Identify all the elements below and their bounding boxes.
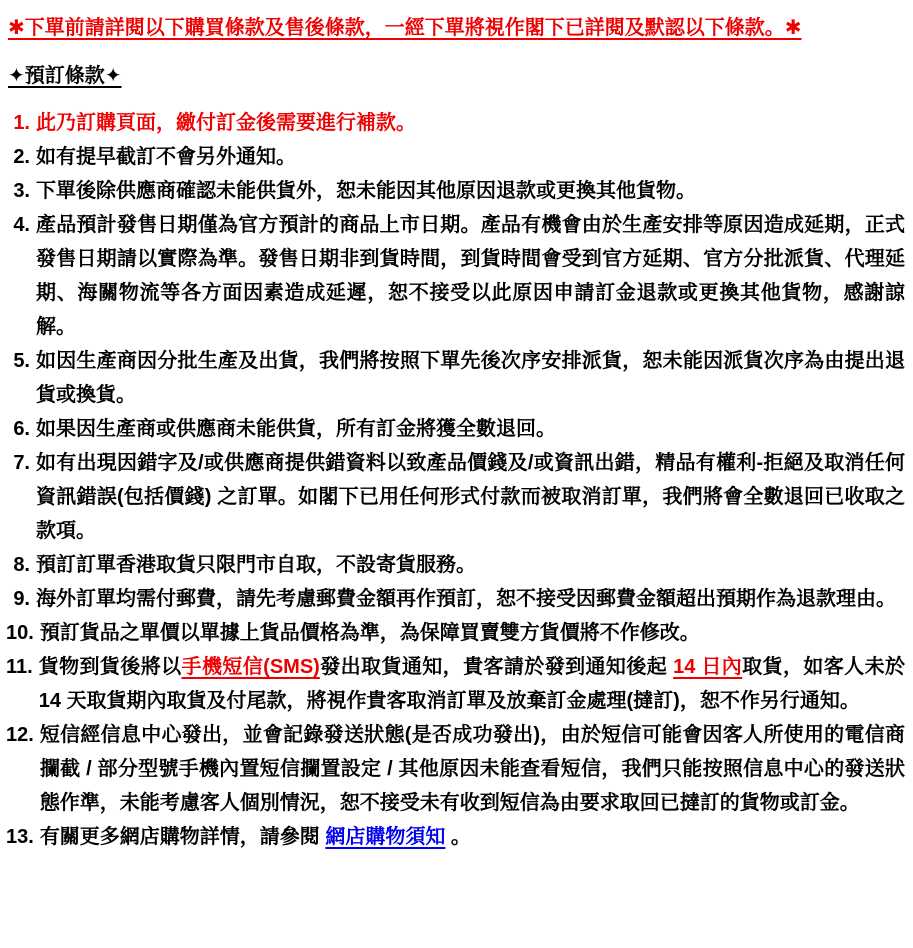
term-item-10 (6, 616, 905, 650)
term-text-segment: 有關更多網店購物詳情，請參閱 (39, 826, 326, 848)
term-text-segment: 預訂貨品之單價以單據上貨品價格為準，為保障買賣雙方貨價將不作修改。 (39, 622, 700, 644)
term-text (36, 412, 905, 446)
term-item-12 (6, 718, 905, 820)
term-number: 3. (13, 180, 30, 202)
term-text-segment: 如有提早截訂不會另外通知。 (36, 146, 296, 168)
term-text-segment: 下單後除供應商確認未能供貨外，恕未能因其他原因退款或更換其他貨物。 (36, 180, 696, 202)
page-title: ✱下單前請詳閱以下購買條款及售後條款，一經下單將視作閣下已詳閱及默認以下條款。✱ (8, 17, 802, 39)
highlight-red-underline: 手機短信(SMS) (181, 656, 320, 678)
term-text-segment: 發出取貨通知，貴客請於發到通知後起 (319, 656, 674, 678)
terms-list (6, 106, 905, 854)
term-text (36, 140, 905, 174)
term-text-segment: 短信經信息中心發出，並會記錄發送狀態(是否成功發出)，由於短信可能會因客人所使用的電信商攔截 / 部分型號手機內置短信攔置設定 / 其他原因未能查看短信，我們只能按照信息中心的發送狀態作準，未能考慮客人個別情況，恕不接受未有收到短信為由要求取回已撻訂的貨物或訂金。 (39, 724, 905, 814)
term-text (36, 548, 905, 582)
term-number: 12. (6, 724, 34, 746)
highlight-red-underline: 14 日內 (673, 656, 743, 678)
term-text (40, 718, 905, 820)
term-text (36, 344, 905, 412)
term-number: 13. (6, 826, 34, 848)
term-text (36, 446, 905, 548)
term-item-5 (6, 344, 905, 412)
term-text-segment: 海外訂單均需付郵費，請先考慮郵費金額再作預訂，恕不接受因郵費金額超出預期作為退款理由。 (36, 588, 896, 610)
term-text-segment: 。 (445, 826, 471, 848)
term-item-1 (6, 106, 905, 140)
term-number: 11. (6, 656, 33, 678)
term-item-7 (6, 446, 905, 548)
term-item-6 (6, 412, 905, 446)
term-text (40, 616, 905, 650)
term-item-11 (6, 650, 905, 718)
term-number: 2. (13, 146, 30, 168)
term-text (36, 106, 905, 140)
term-text (39, 650, 905, 718)
term-text-segment: 取貨，如客人未於 14 天取貨期內取貨及付尾款，將視作貴客取消訂單及放棄訂金處理(撻訂)，恕不作另行通知。 (38, 656, 905, 712)
term-number: 6. (13, 418, 30, 440)
term-text-segment: 如果因生產商或供應商未能供貨，所有訂金將獲全數退回。 (36, 418, 556, 440)
section-heading-preorder-terms: ✦預訂條款✦ (8, 65, 122, 87)
term-text (36, 174, 905, 208)
term-item-8 (6, 548, 905, 582)
term-text (36, 208, 905, 344)
term-item-3 (6, 174, 905, 208)
term-text-segment: 此乃訂購頁面，繳付訂金後需要進行補款。 (36, 112, 416, 134)
term-text-segment: 貨物到貨後將以 (38, 656, 182, 678)
term-text-segment: 如因生產商因分批生產及出貨，我們將按照下單先後次序安排派貨，恕未能因派貨次序為由提出退貨或換貨。 (36, 350, 905, 406)
term-text-segment: 預訂訂單香港取貨只限門市自取，不設寄貨服務。 (36, 554, 476, 576)
term-number: 10. (6, 622, 34, 644)
term-item-9 (6, 582, 905, 616)
term-number: 5. (13, 350, 30, 372)
term-number: 1. (13, 112, 30, 134)
term-text (40, 820, 905, 854)
store-shopping-notice-link[interactable]: 網店購物須知 (325, 826, 446, 848)
term-item-2 (6, 140, 905, 174)
term-number: 9. (13, 588, 30, 610)
term-number: 7. (13, 452, 30, 474)
term-number: 8. (13, 554, 30, 576)
term-item-4 (6, 208, 905, 344)
term-text-segment: 產品預計發售日期僅為官方預計的商品上市日期。產品有機會由於生產安排等原因造成延期，正式發售日期請以實際為準。發售日期非到貨時間，到貨時間會受到官方延期、官方分批派貨、代理延期、海關物流等各方面因素造成延遲，恕不接受以此原因申請訂金退款或更換其他貨物，感謝諒解。 (36, 214, 905, 338)
term-item-13 (6, 820, 905, 854)
term-text (36, 582, 905, 616)
term-text-segment: 如有出現因錯字及/或供應商提供錯資料以致產品價錢及/或資訊出錯，精品有權利-拒絕及取消任何資訊錯誤(包括價錢) 之訂單。如閣下已用任何形式付款而被取消訂單，我們將會全數退回已收取之款項。 (36, 452, 905, 542)
term-number: 4. (13, 214, 30, 236)
